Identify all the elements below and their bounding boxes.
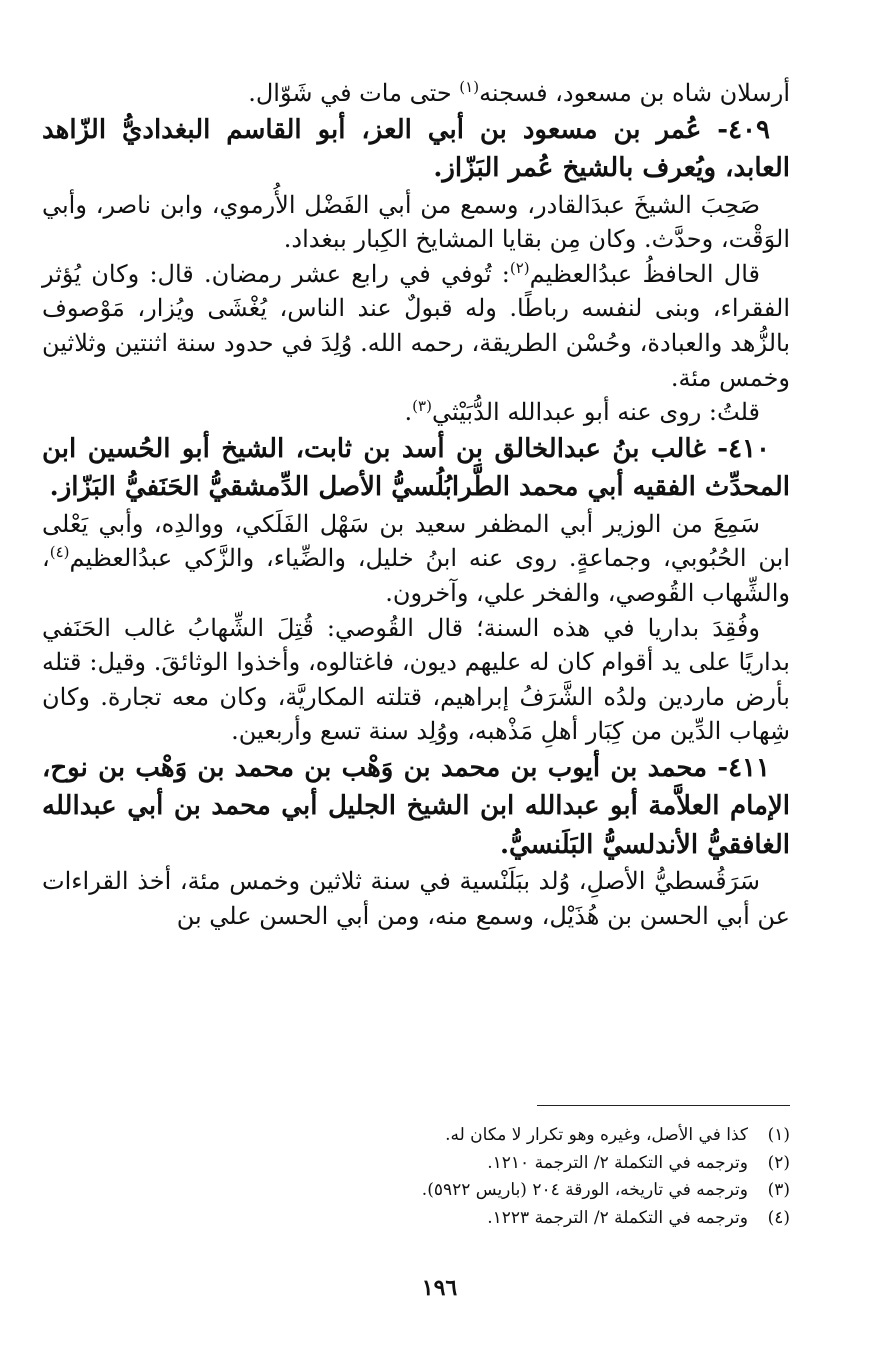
text-span: قال الحافظُ عبدُالعظيم [529, 259, 760, 288]
footnote-text: وترجمه في التكملة ٢/ الترجمة ١٢٢٣. [487, 1207, 748, 1228]
text-span: : تُوفي في رابع عشر رمضان. قال: وكان يُؤثر الفقراء، وبنى لنفسه رباطًا. وله قبولٌ عند الناس، يُغْشَى ويُزار، مَوْصوف بالزُّهد والعبادة، وحُسْن الطريقة، رحمه الله. وُلِدَ في حدود سنة اثنتين وثلاثين وخمس مئة. [42, 259, 791, 392]
text-span: . [404, 398, 413, 427]
continuation-paragraph [42, 76, 790, 111]
paragraph-411: سَرَقُسطيُّ الأصلِ، وُلد ببَلَنْسية في سنة ثلاثين وخمس مئة، أخذ القراءات عن أبي الحسن بن هُذَيْل، وسمع منه، ومن أبي الحسن علي بن [42, 867, 790, 930]
footnote-text: وترجمه في تاريخه، الورقة ٢٠٤ (باريس ٥٩٢٢). [421, 1180, 748, 1200]
footnote-marker-3: (٣) [412, 397, 432, 416]
footnote-4 [42, 1205, 790, 1233]
footnote-marker-4: (٤) [49, 543, 70, 562]
footnotes [42, 1122, 790, 1232]
paragraph-410-b: وفُقِدَ بداريا في هذه السنة؛ قال القُوصي: قُتِلَ الشِّهابُ غالب الحَنَفي بداريًا على يد أقوام كان له عليهم ديون، فاغتالوه، وأخذوا الوثائقَ. وقيل: قتله بأرض ماردين ولدُه الشَّرَفُ إبراهيم، قتلته المكاريَّة، وكان معه تجارة. وكان شِهاب الدِّين من كِبَار أهلِ مَذْهبه، ووُلِد سنة تسع وأربعين. [42, 613, 790, 746]
text-span: سَمِعَ من الوزير أبي المظفر سعيد بن سَهْل الفَلَكي، ووالدِه، وأبي يَعْلى ابن الحُبُوبي، وجماعةٍ. روى عنه ابنُ خليل، والضِّياء، والزَّكي عبدُالعظيم [42, 509, 790, 573]
page-number: ١٩٦ [421, 1275, 458, 1301]
text-span: أرسلان شاه بن مسعود، فسجنه [479, 79, 790, 107]
footnote-number: (٤) [767, 1207, 790, 1228]
footnote-marker-2: (٢) [509, 258, 530, 277]
footnote-text: كذا في الأصل، وغيره وهو تكرار لا مكان له. [445, 1125, 748, 1145]
main-text [42, 76, 790, 934]
footnote-number: (٢) [767, 1152, 790, 1173]
paragraph-409-a: صَحِبَ الشيخَ عبدَالقادر، وسمع من أبي الفَضْل الأُرموي، وابن ناصر، وأبي الوَقْت، وحدَّث. وكان مِن بقايا المشايخ الكِبار ببغداد. [42, 190, 790, 254]
paragraph-409-b [42, 257, 790, 395]
footnote-text: وترجمه في التكملة ٢/ الترجمة ١٢١٠. [487, 1152, 748, 1173]
footnote-number: (١) [767, 1125, 790, 1145]
footnote-2 [42, 1150, 790, 1178]
paragraph-410-a [42, 507, 790, 611]
text-span: قلتُ: روى عنه أبو عبدالله الدُّبَيْثي [431, 398, 760, 427]
paragraph-409-c [42, 395, 790, 430]
entry-heading-410: ٤١٠- غالب بنُ عبدالخالق بن أسد بن ثابت، الشيخ أبو الحُسين ابن المحدِّث الفقيه أبي محمد الطَّرابُلُسيُّ الأصل الدِّمشقيُّ الحَنَفيُّ البَزّاز. [42, 433, 790, 503]
text-span: حتى مات في شَوّال. [248, 79, 460, 107]
entry-heading-409: ٤٠٩- عُمر بن مسعود بن أبي العز، أبو القاسم البغداديُّ الزّاهد العابد، ويُعرف بالشيخ عُمر البَزّاز. [42, 114, 790, 184]
footnote-number: (٣) [767, 1180, 790, 1200]
footnote-3 [42, 1177, 790, 1205]
entry-heading-411: ٤١١- محمد بن أيوب بن محمد بن وَهْب بن محمد بن وَهْب بن نوح، الإمام العلاَّمة أبو عبدالله ابن الشيخ الجليل أبي محمد بن أبي عبدالله الغافقيُّ الأندلسيُّ البَلَنسيُّ. [42, 752, 790, 860]
footnote-marker-1: (١) [459, 78, 480, 96]
footnote-separator [537, 1105, 790, 1106]
text-span: ، والشِّهاب القُوصي، والفخر علي، وآخرون. [42, 544, 790, 607]
footnote-1 [42, 1122, 790, 1150]
